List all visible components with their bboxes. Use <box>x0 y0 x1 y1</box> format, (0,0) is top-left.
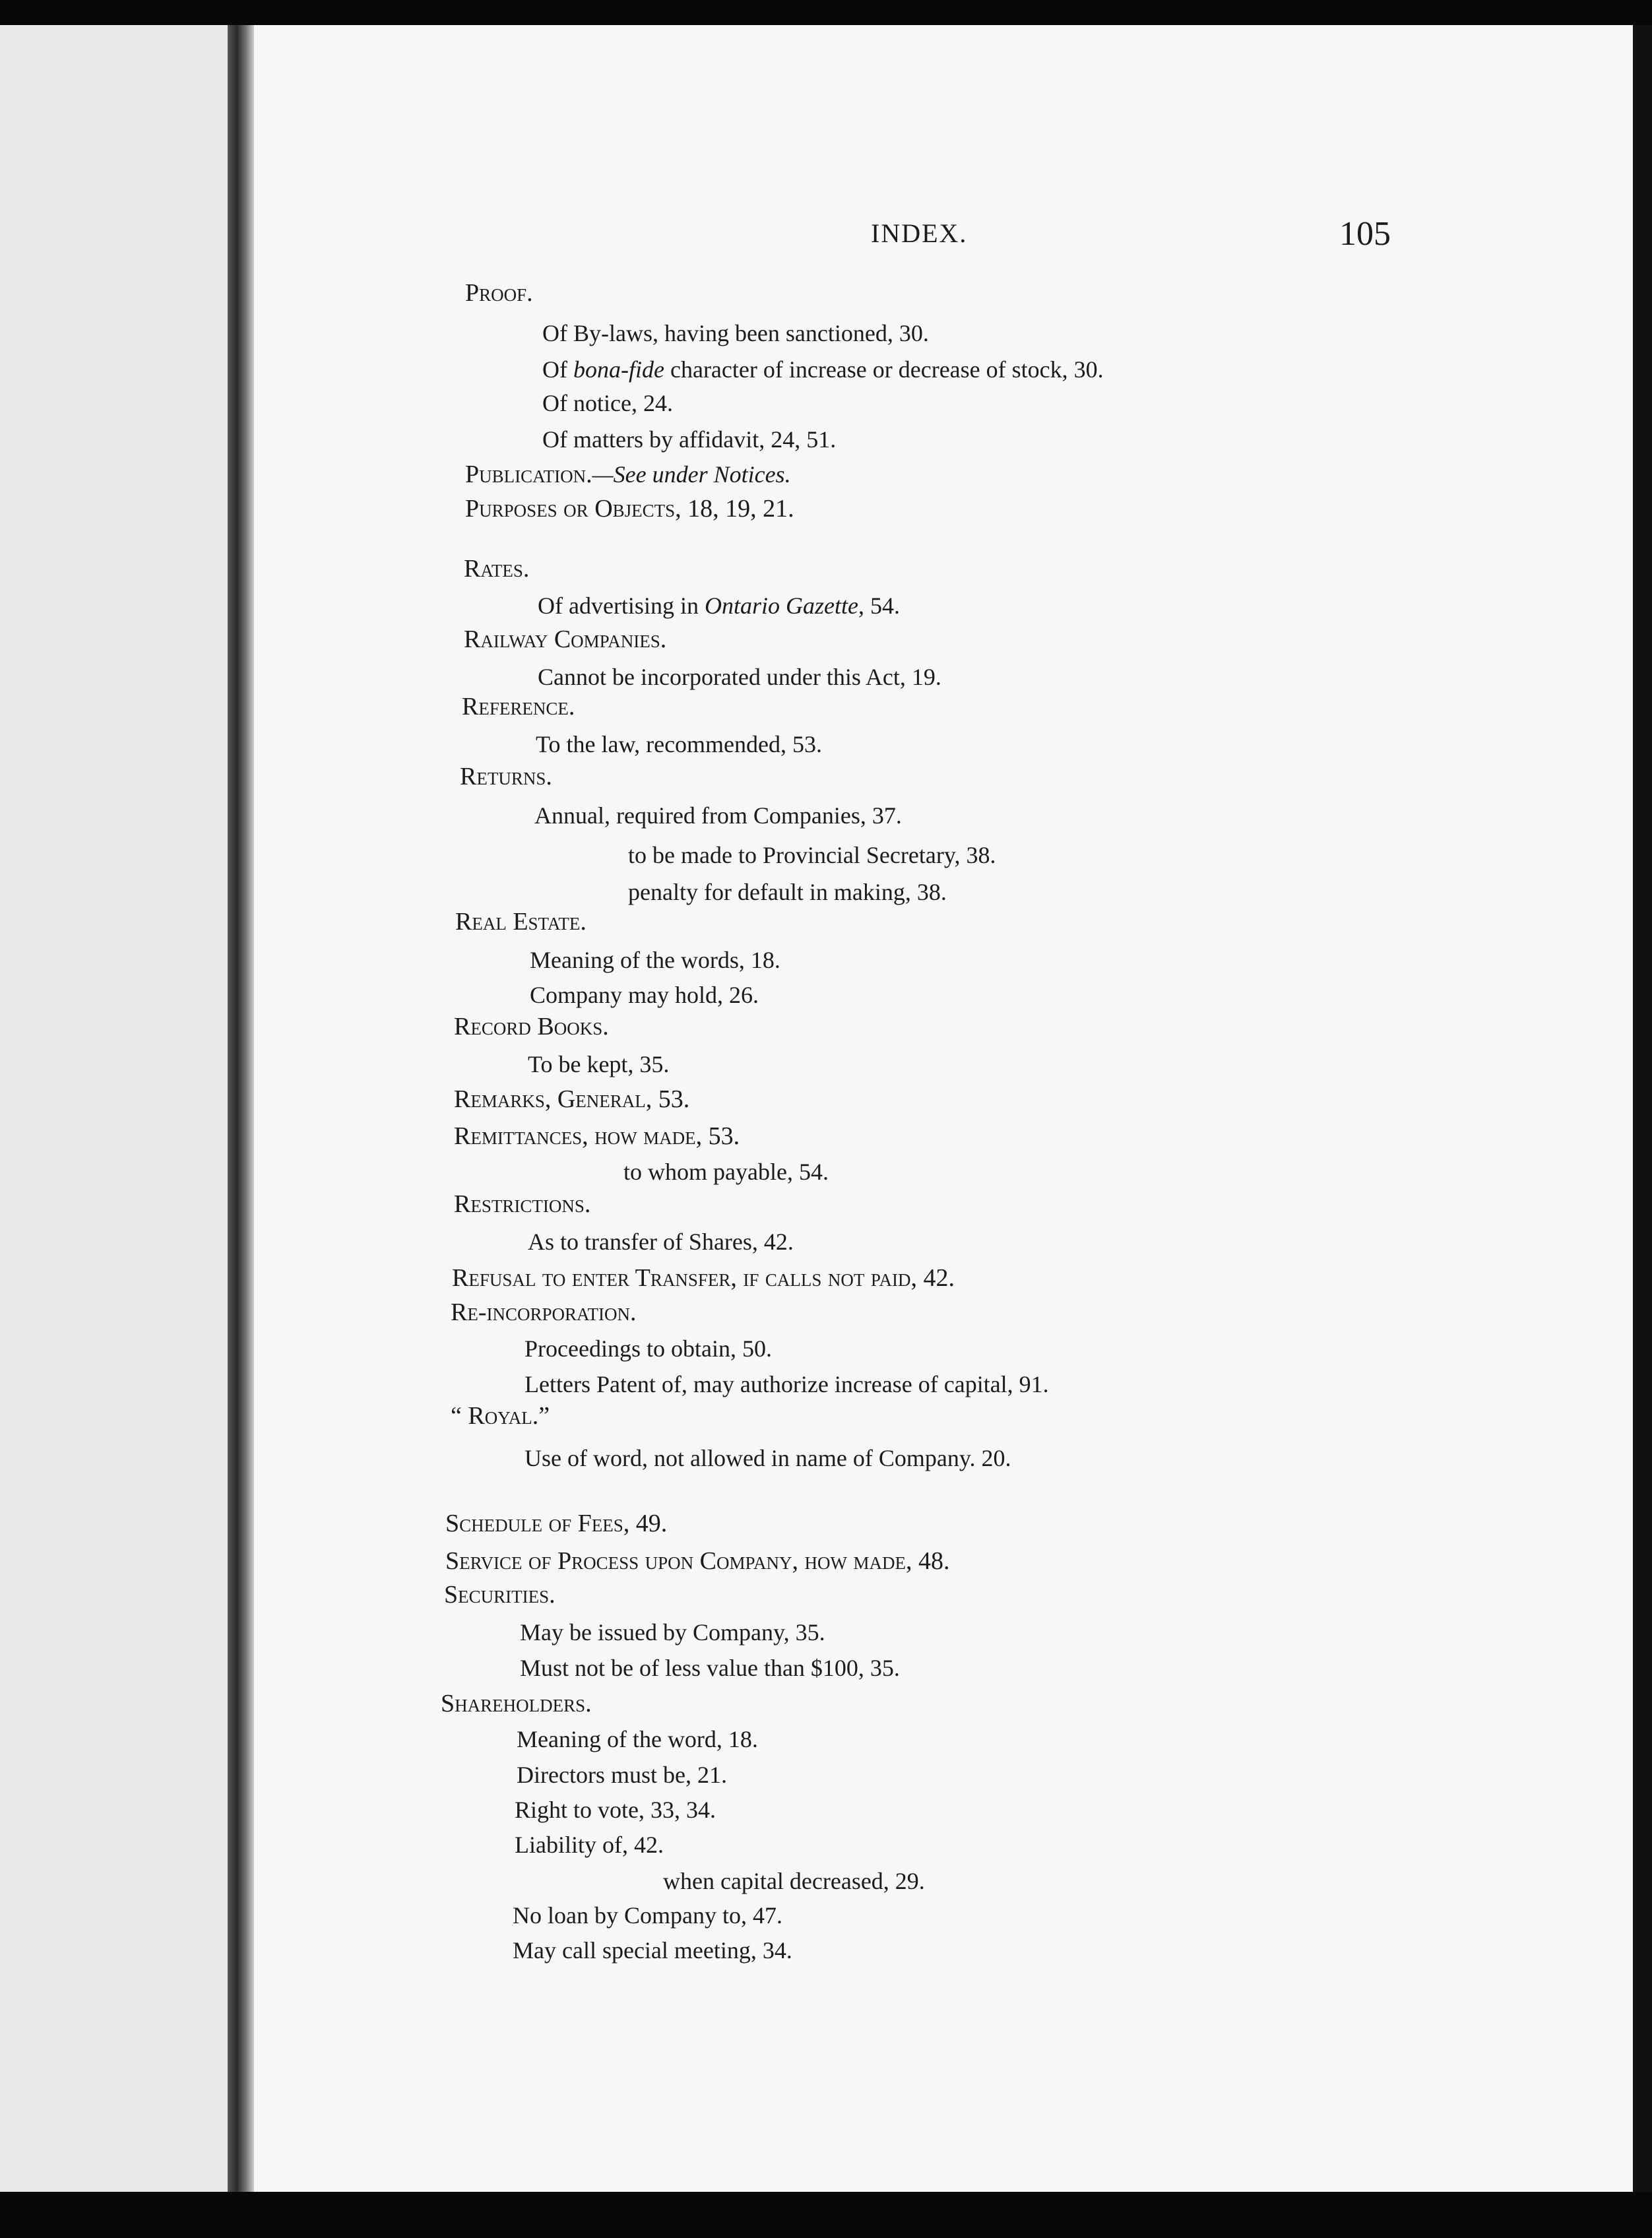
book-gutter <box>228 25 254 2192</box>
index-heading-remittances: Remittances, how made, 53. <box>454 1122 740 1150</box>
index-subentry: Of notice, 24. <box>542 390 673 416</box>
index-subentry: As to transfer of Shares, 42. <box>528 1229 794 1255</box>
index-subentry: Must not be of less value than $100, 35. <box>520 1655 900 1681</box>
index-heading-royal: “ Royal.” <box>451 1402 550 1430</box>
index-subentry: Meaning of the words, 18. <box>530 947 780 973</box>
index-subentry: Annual, required from Companies, 37. <box>534 802 902 829</box>
index-heading-purposes: Purposes or Objects, 18, 19, 21. <box>465 495 794 523</box>
index-subentry: To the law, recommended, 53. <box>536 731 823 757</box>
index-subentry: Right to vote, 33, 34. <box>515 1797 716 1823</box>
index-heading-refusal: Refusal to enter Transfer, if calls not paid, 42. <box>452 1264 955 1292</box>
index-heading-reincorporation: Re-incorporation. <box>451 1298 637 1326</box>
index-subentry: To be kept, 35. <box>528 1051 670 1077</box>
index-subentry: Use of word, not allowed in name of Company. 20. <box>524 1445 1011 1471</box>
index-heading-service: Service of Process upon Company, how made, 48. <box>445 1547 950 1575</box>
scan-border-bottom <box>0 2192 1652 2238</box>
index-subentry: Proceedings to obtain, 50. <box>524 1335 772 1362</box>
index-subentry: to be made to Provincial Secretary, 38. <box>628 842 996 868</box>
index-subentry: May be issued by Company, 35. <box>520 1619 825 1646</box>
index-subentry: Company may hold, 26. <box>530 982 759 1008</box>
index-heading-reference: Reference. <box>462 693 575 720</box>
index-heading-railway: Railway Companies. <box>464 625 667 653</box>
scan-border-right <box>1633 25 1652 2192</box>
running-header: INDEX. <box>871 218 968 248</box>
index-heading-securities: Securities. <box>444 1581 556 1609</box>
index-subentry: to whom payable, 54. <box>623 1159 829 1185</box>
page-number: 105 <box>1339 215 1391 253</box>
index-heading-restrictions: Restrictions. <box>454 1190 591 1218</box>
index-subentry: Directors must be, 21. <box>517 1762 727 1788</box>
index-heading-publication: Publication.—See under Notices. <box>465 461 791 488</box>
index-subentry: Letters Patent of, may authorize increase of capital, 91. <box>524 1371 1049 1397</box>
index-heading-returns: Returns. <box>460 763 552 790</box>
index-subentry: when capital decreased, 29. <box>663 1868 925 1894</box>
index-subentry: Meaning of the word, 18. <box>517 1726 758 1752</box>
index-heading-record-books: Record Books. <box>454 1013 609 1040</box>
index-heading-rates: Rates. <box>464 555 530 583</box>
index-subentry: May call special meeting, 34. <box>513 1937 792 1964</box>
index-subentry: Of By-laws, having been sanctioned, 30. <box>542 320 929 346</box>
scan-border-top <box>0 0 1652 25</box>
index-heading-remarks: Remarks, General, 53. <box>454 1085 690 1113</box>
index-subentry: Of matters by affidavit, 24, 51. <box>542 426 837 453</box>
index-subentry: No loan by Company to, 47. <box>513 1902 782 1929</box>
index-heading-proof: Proof. <box>465 279 533 307</box>
index-subentry-bona-fide: Of bona-fide character of increase or decrease of stock, 30. <box>542 356 1104 383</box>
index-subentry-rates: Of advertising in Ontario Gazette, 54. <box>538 592 900 619</box>
index-heading-schedule: Schedule of Fees, 49. <box>445 1510 668 1537</box>
index-heading-real-estate: Real Estate. <box>455 908 587 936</box>
index-subentry: penalty for default in making, 38. <box>628 879 947 905</box>
index-heading-shareholders: Shareholders. <box>441 1690 592 1717</box>
index-subentry: Cannot be incorporated under this Act, 19. <box>538 664 941 690</box>
index-subentry: Liability of, 42. <box>515 1832 664 1858</box>
facing-page-edge <box>0 25 231 2192</box>
